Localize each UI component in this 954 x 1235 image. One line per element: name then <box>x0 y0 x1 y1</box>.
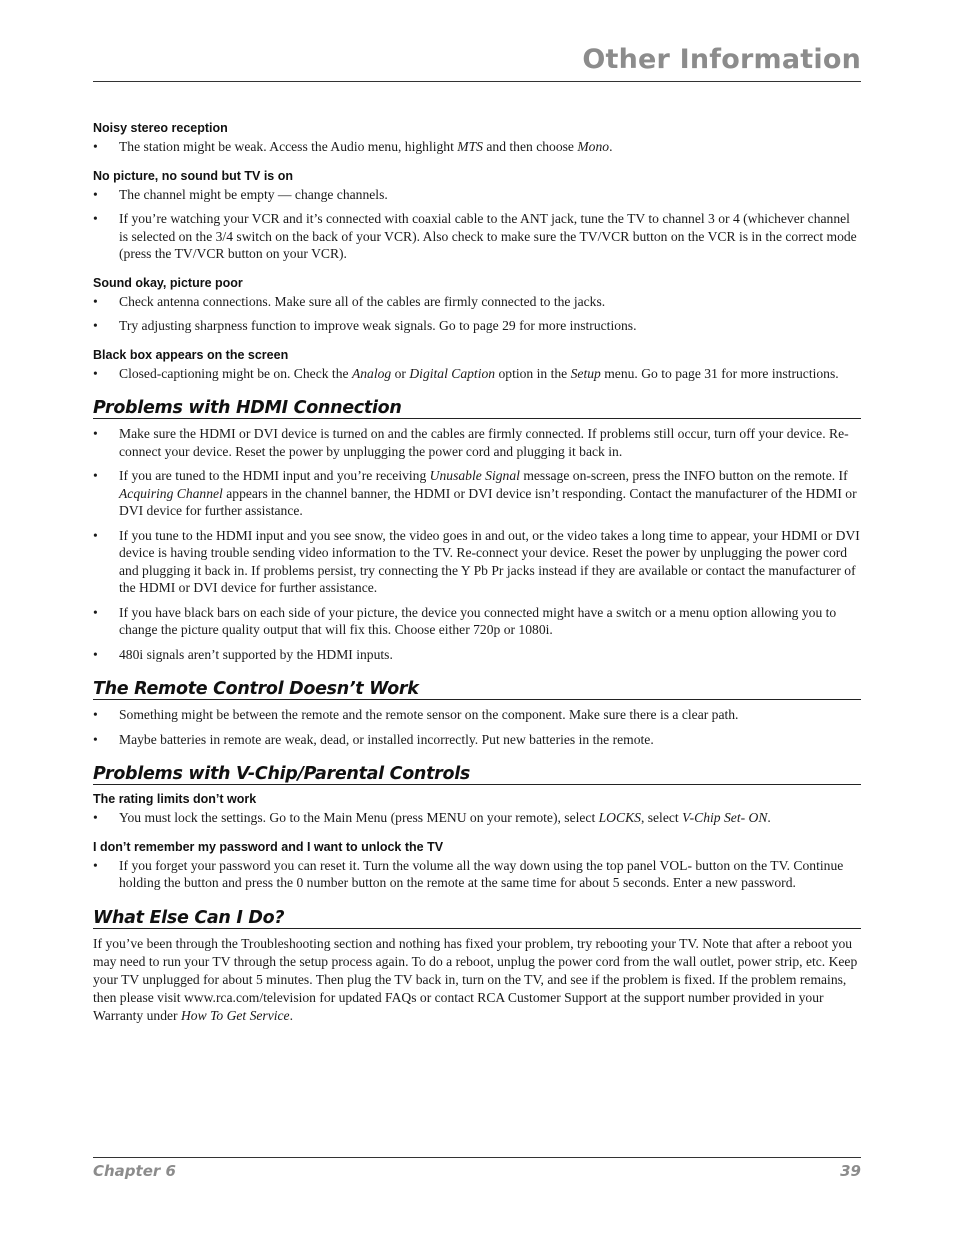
list-item: • If you forget your password you can reset it. Turn the volume all the way down using the top panel VOL- button on the TV. Continue holding the button and press the 0 number button on the remote at the same time for about 5 seconds. Enter a new password. <box>93 857 861 892</box>
section-heading-remote: The Remote Control Doesn’t Work <box>93 679 861 700</box>
subheading-noisy-stereo: Noisy stereo reception <box>93 121 228 135</box>
list-item: • If you have black bars on each side of your picture, the device you connected might have a switch or a menu option allowing you to change the picture quality output that will fix this. Choose either 720p or 1080i. <box>93 604 861 639</box>
content <box>93 120 861 1025</box>
list-sound-okay <box>93 293 861 335</box>
list-rating-limits <box>93 809 861 827</box>
subheading-black-box: Black box appears on the screen <box>93 347 289 362</box>
subheading-rating-limits: The rating limits don’t work <box>93 792 257 806</box>
subheading-password: I don’t remember my password and I want to unlock the TV <box>93 839 444 854</box>
footer-page-number: 39 <box>840 1162 861 1180</box>
list-no-picture <box>93 186 861 263</box>
list-item: • If you are tuned to the HDMI input and you’re receiving Unusable Signal message on-screen, press the INFO button on the remote. If Acquiring Channel appears in the channel banner, the HDMI or DVI device isn’t responding. Contact the manufacturer of the HDMI or DVI device for further assistance. <box>93 467 861 520</box>
section-heading-hdmi: Problems with HDMI Connection <box>93 398 861 419</box>
list-item: • Something might be between the remote and the remote sensor on the component. Make sure there is a clear path. <box>93 706 861 724</box>
list-item: • You must lock the settings. Go to the Main Menu (press MENU on your remote), select LOCKS, select V-Chip Set- ON. <box>93 809 861 827</box>
list-password <box>93 857 861 892</box>
list-item: • Make sure the HDMI or DVI device is turned on and the cables are firmly connected. If problems still occur, turn off your device. Re-connect your device. Reset the power by unplugging the power cord and plugging it back in. <box>93 425 861 460</box>
list-item: • Check antenna connections. Make sure all of the cables are firmly connected to the jacks. <box>93 293 861 311</box>
section-heading-what-else: What Else Can I Do? <box>93 908 861 929</box>
title-rule <box>93 81 861 82</box>
list-item: • Try adjusting sharpness function to improve weak signals. Go to page 29 for more instructions. <box>93 317 861 335</box>
footer-chapter: Chapter 6 <box>93 1162 176 1180</box>
list-item: • Closed-captioning might be on. Check the Analog or Digital Caption option in the Setup menu. Go to page 31 for more instructions. <box>93 365 861 383</box>
list-item: • Maybe batteries in remote are weak, dead, or installed incorrectly. Put new batteries in the remote. <box>93 731 861 749</box>
what-else-paragraph: If you’ve been through the Troubleshooting section and nothing has fixed your problem, try rebooting your TV. Note that after a reboot you may need to run your TV through the setup process again. To do a reboot, unplug the power cord from the wall outlet, power strip, etc. Keep your TV unplugged for about 5 minutes. Then plug the TV back in, turn on the TV, and see if the problem is fixed. If the problem remains, then please visit www.rca.com/television for updated FAQs or contact RCA Customer Support at the support number provided in your Warranty under How To Get Service. <box>93 935 858 1023</box>
list-item: • The station might be weak. Access the Audio menu, highlight MTS and then choose Mono. <box>93 138 861 156</box>
page-title: Other Information <box>582 44 861 75</box>
list-hdmi <box>93 425 861 663</box>
subheading-sound-okay: Sound okay, picture poor <box>93 275 243 290</box>
subheading-no-picture: No picture, no sound but TV is on <box>93 168 293 183</box>
list-item: • The channel might be empty — change channels. <box>93 186 861 204</box>
footer-rule <box>93 1157 861 1158</box>
list-remote <box>93 706 861 748</box>
section-heading-vchip: Problems with V-Chip/Parental Controls <box>93 764 861 785</box>
list-item: • If you tune to the HDMI input and you see snow, the video goes in and out, or the video takes a long time to appear, your HDMI or DVI device is having trouble sending video information to the TV. Re-connect your device. Reset the power by unplugging the power cord and plugging it back in. If problems persist, try connecting the Y Pb Pr jacks instead if they are available or contact the manufacturer of the HDMI or DVI device for further assistance. <box>93 527 861 597</box>
list-item: • If you’re watching your VCR and it’s connected with coaxial cable to the ANT jack, tune the TV to channel 3 or 4 (whichever channel is selected on the 3/4 switch on the back of your VCR). Also check to make sure the TV/VCR button on the VCR is in the correct mode (press the TV/VCR button on your VCR). <box>93 210 861 263</box>
list-item: • 480i signals aren’t supported by the HDMI inputs. <box>93 646 861 664</box>
list-noisy-stereo <box>93 138 861 156</box>
list-black-box <box>93 365 861 383</box>
